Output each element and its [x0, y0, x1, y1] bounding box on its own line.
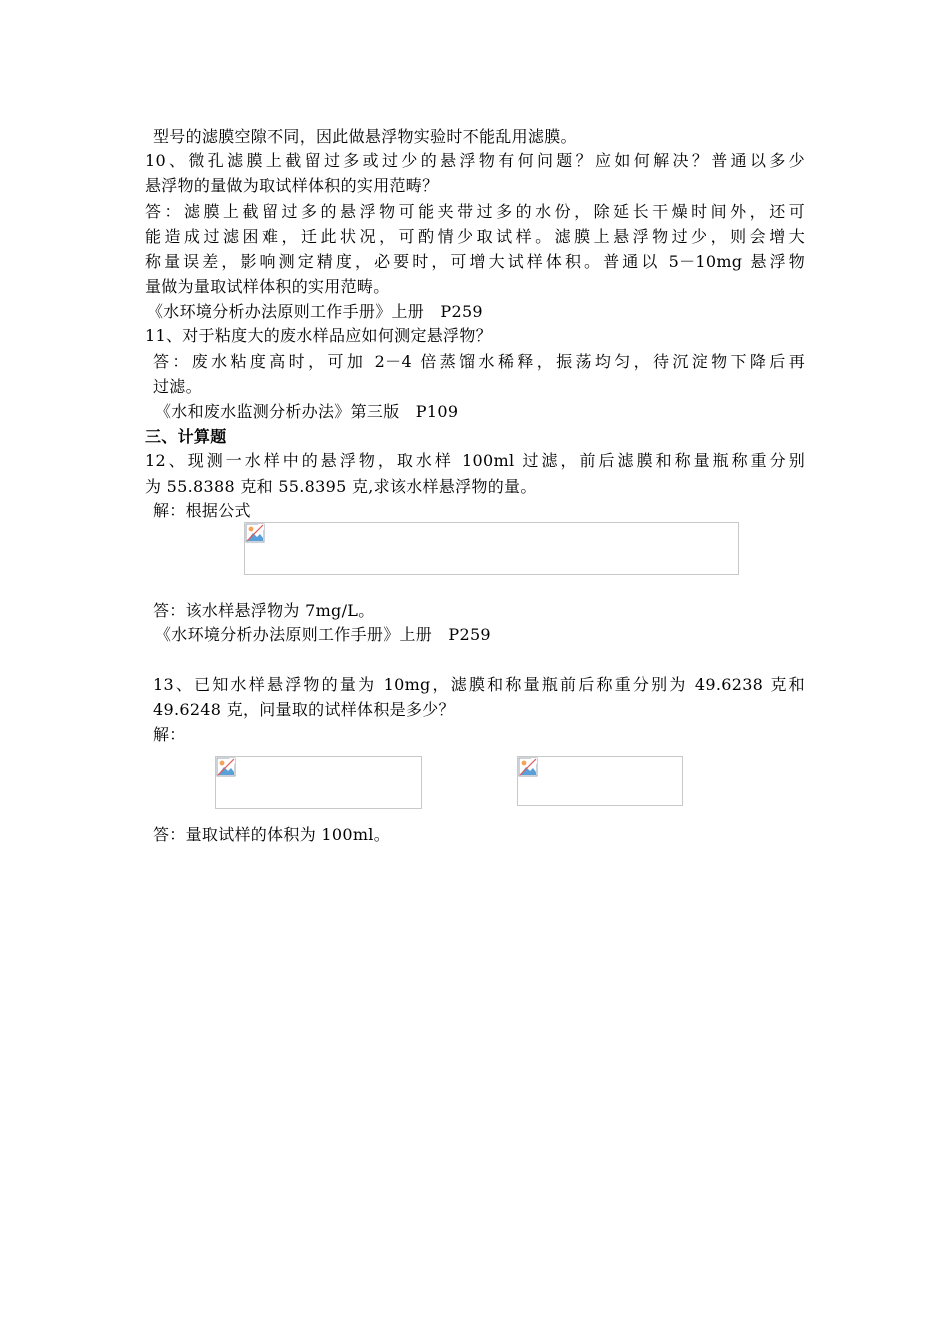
question-13-line: 13、已知水样悬浮物的量为 10mg，滤膜和称量瓶前后称重分别为 49.6238 克和 — [153, 675, 805, 694]
solution-line: 解：根据公式 — [153, 501, 251, 520]
broken-image-icon — [518, 757, 538, 777]
text-line: 量做为量取试样体积的实用范畴。 — [145, 277, 390, 296]
text-line: 型号的滤膜空隙不同，因此做悬浮物实验时不能乱用滤膜。 — [153, 127, 577, 146]
answer-line: 答：滤膜上截留过多的悬浮物可能夹带过多的水份，除延长干燥时间外，还可 — [145, 202, 805, 221]
text-line: 称量误差，影响测定精度，必要时，可增大试样体积。普通以 5－10mg 悬浮物 — [145, 252, 805, 271]
reference-line: 《水环境分析办法原则工作手册》上册 P259 — [147, 302, 483, 321]
answer-line: 答：废水粘度高时，可加 2－4 倍蒸馏水稀释，振荡均匀，待沉淀物下降后再 — [153, 352, 805, 371]
reference-line: 《水环境分析办法原则工作手册》上册 P259 — [155, 625, 491, 644]
question-10-line: 10、微孔滤膜上截留过多或过少的悬浮物有何问题？应如何解决？普通以多少 — [145, 151, 805, 170]
formula-image — [244, 522, 739, 575]
reference-line: 《水和废水监测分析办法》第三版 P109 — [155, 402, 459, 421]
section-heading: 三、计算题 — [145, 427, 227, 446]
broken-image-icon — [245, 523, 265, 543]
broken-image-icon — [216, 757, 236, 777]
formula-image — [215, 756, 422, 809]
text-line: 49.6248 克，问量取的试样体积是多少？ — [153, 700, 455, 719]
text-line: 为 55.8388 克和 55.8395 克,求该水样悬浮物的量。 — [145, 477, 537, 496]
text-line: 过滤。 — [153, 377, 202, 396]
text-line: 悬浮物的量做为取试样体积的实用范畴？ — [145, 176, 439, 195]
answer-line: 答：量取试样的体积为 100ml。 — [153, 825, 391, 844]
question-12-line: 12、现测一水样中的悬浮物，取水样 100ml 过滤，前后滤膜和称量瓶称重分别 — [145, 451, 805, 470]
text-line: 能造成过滤困难，迁此状况，可酌情少取试样。滤膜上悬浮物过少，则会增大 — [145, 227, 805, 246]
formula-image — [517, 756, 683, 806]
answer-line: 答：该水样悬浮物为 7mg/L。 — [153, 601, 375, 620]
question-11-line: 11、对于粘度大的废水样品应如何测定悬浮物？ — [145, 326, 492, 345]
solution-line: 解： — [153, 725, 186, 744]
